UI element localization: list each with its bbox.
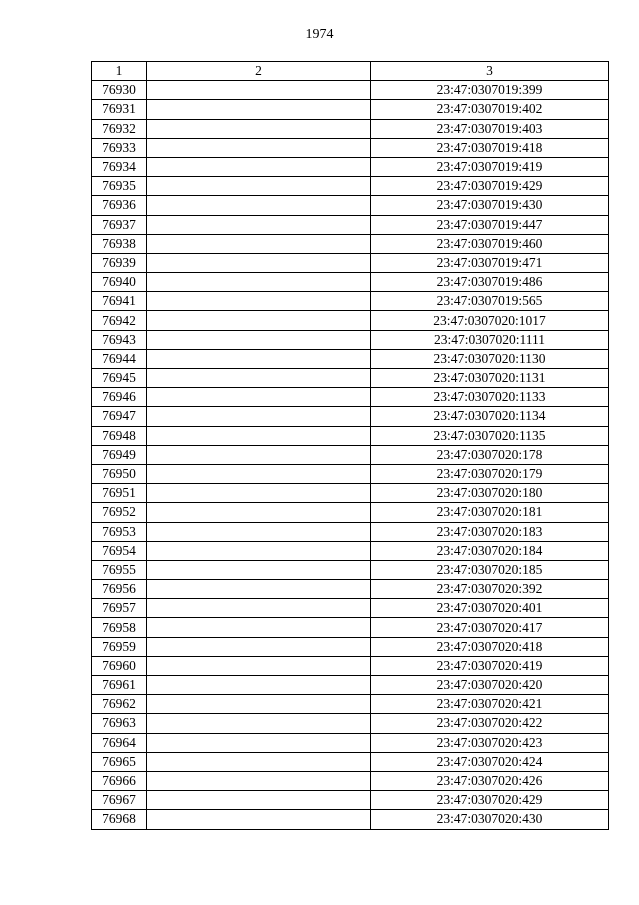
table-row — [92, 580, 609, 599]
row-number-cell: 76949 — [92, 445, 147, 464]
row-description-cell — [147, 522, 371, 541]
row-description-cell — [147, 752, 371, 771]
page-number: 1974 — [305, 27, 334, 42]
row-number-cell: 76931 — [92, 100, 147, 119]
row-number-cell: 76946 — [92, 388, 147, 407]
row-number-cell: 76953 — [92, 522, 147, 541]
cadastral-number-cell: 23:47:0307020:183 — [371, 522, 609, 541]
table-row — [92, 407, 609, 426]
table-row — [92, 119, 609, 138]
table-row — [92, 215, 609, 234]
row-description-cell — [147, 733, 371, 752]
cadastral-number-cell: 23:47:0307020:1130 — [371, 349, 609, 368]
row-description-cell — [147, 791, 371, 810]
table-body — [92, 81, 609, 829]
table-row — [92, 330, 609, 349]
row-description-cell — [147, 560, 371, 579]
table-row — [92, 560, 609, 579]
row-description-cell — [147, 771, 371, 790]
cadastral-number-cell: 23:47:0307020:1133 — [371, 388, 609, 407]
row-description-cell — [147, 253, 371, 272]
cadastral-number-cell: 23:47:0307020:401 — [371, 599, 609, 618]
table-row — [92, 273, 609, 292]
row-number-cell: 76962 — [92, 695, 147, 714]
row-number-cell: 76940 — [92, 273, 147, 292]
table-row — [92, 771, 609, 790]
row-description-cell — [147, 369, 371, 388]
row-number-cell: 76930 — [92, 81, 147, 100]
cadastral-number-cell: 23:47:0307019:403 — [371, 119, 609, 138]
table-row — [92, 637, 609, 656]
row-description-cell — [147, 215, 371, 234]
cadastral-number-cell: 23:47:0307020:392 — [371, 580, 609, 599]
cadastral-number-cell: 23:47:0307020:429 — [371, 791, 609, 810]
row-description-cell — [147, 618, 371, 637]
table-row — [92, 733, 609, 752]
cadastral-number-cell: 23:47:0307020:430 — [371, 810, 609, 829]
row-description-cell — [147, 541, 371, 560]
cadastral-number-cell: 23:47:0307019:471 — [371, 253, 609, 272]
column-header-1: 1 — [92, 62, 147, 81]
row-number-cell: 76938 — [92, 234, 147, 253]
cadastral-number-cell: 23:47:0307020:1135 — [371, 426, 609, 445]
row-description-cell — [147, 580, 371, 599]
cadastral-number-cell: 23:47:0307020:423 — [371, 733, 609, 752]
cadastral-number-cell: 23:47:0307019:460 — [371, 234, 609, 253]
row-description-cell — [147, 81, 371, 100]
table-row — [92, 695, 609, 714]
cadastral-number-cell: 23:47:0307019:447 — [371, 215, 609, 234]
cadastral-number-cell: 23:47:0307020:1134 — [371, 407, 609, 426]
row-number-cell: 76960 — [92, 656, 147, 675]
cadastral-number-cell: 23:47:0307019:399 — [371, 81, 609, 100]
table-row — [92, 810, 609, 829]
table-row — [92, 177, 609, 196]
column-header-3: 3 — [371, 62, 609, 81]
cadastral-number-cell: 23:47:0307020:421 — [371, 695, 609, 714]
row-number-cell: 76932 — [92, 119, 147, 138]
row-number-cell: 76951 — [92, 484, 147, 503]
row-description-cell — [147, 503, 371, 522]
row-description-cell — [147, 810, 371, 829]
row-number-cell: 76968 — [92, 810, 147, 829]
cadastral-number-cell: 23:47:0307020:426 — [371, 771, 609, 790]
row-description-cell — [147, 349, 371, 368]
row-description-cell — [147, 273, 371, 292]
row-description-cell — [147, 234, 371, 253]
cadastral-number-cell: 23:47:0307020:1111 — [371, 330, 609, 349]
cadastral-number-cell: 23:47:0307020:417 — [371, 618, 609, 637]
table-row — [92, 138, 609, 157]
cadastral-number-cell: 23:47:0307019:430 — [371, 196, 609, 215]
row-number-cell: 76957 — [92, 599, 147, 618]
row-description-cell — [147, 100, 371, 119]
table-row — [92, 311, 609, 330]
cadastral-number-cell: 23:47:0307020:184 — [371, 541, 609, 560]
row-number-cell: 76959 — [92, 637, 147, 656]
row-number-cell: 76947 — [92, 407, 147, 426]
row-description-cell — [147, 196, 371, 215]
row-number-cell: 76948 — [92, 426, 147, 445]
cadastral-number-cell: 23:47:0307020:1017 — [371, 311, 609, 330]
table-row — [92, 292, 609, 311]
row-description-cell — [147, 157, 371, 176]
row-description-cell — [147, 464, 371, 483]
table-row — [92, 714, 609, 733]
row-description-cell — [147, 330, 371, 349]
table-row — [92, 100, 609, 119]
row-description-cell — [147, 445, 371, 464]
row-description-cell — [147, 177, 371, 196]
table-row — [92, 676, 609, 695]
column-header-2: 2 — [147, 62, 371, 81]
cadastral-number-cell: 23:47:0307020:180 — [371, 484, 609, 503]
table-row — [92, 157, 609, 176]
row-number-cell: 76956 — [92, 580, 147, 599]
row-description-cell — [147, 656, 371, 675]
table-row — [92, 369, 609, 388]
row-number-cell: 76934 — [92, 157, 147, 176]
cadastral-number-cell: 23:47:0307020:181 — [371, 503, 609, 522]
table-row — [92, 234, 609, 253]
row-number-cell: 76954 — [92, 541, 147, 560]
row-description-cell — [147, 119, 371, 138]
table-row — [92, 503, 609, 522]
table-row — [92, 81, 609, 100]
row-number-cell: 76941 — [92, 292, 147, 311]
table-row — [92, 522, 609, 541]
table-row — [92, 791, 609, 810]
cadastral-number-cell: 23:47:0307020:424 — [371, 752, 609, 771]
table-row — [92, 196, 609, 215]
table-row — [92, 253, 609, 272]
cadastral-number-cell: 23:47:0307019:419 — [371, 157, 609, 176]
row-description-cell — [147, 599, 371, 618]
cadastral-number-cell: 23:47:0307020:420 — [371, 676, 609, 695]
cadastral-number-cell: 23:47:0307020:185 — [371, 560, 609, 579]
row-description-cell — [147, 407, 371, 426]
row-number-cell: 76961 — [92, 676, 147, 695]
table-row — [92, 445, 609, 464]
row-number-cell: 76963 — [92, 714, 147, 733]
table-row — [92, 349, 609, 368]
row-number-cell: 76943 — [92, 330, 147, 349]
row-number-cell: 76939 — [92, 253, 147, 272]
table-row — [92, 618, 609, 637]
row-description-cell — [147, 637, 371, 656]
cadastral-number-cell: 23:47:0307019:418 — [371, 138, 609, 157]
table-header-row — [92, 62, 609, 81]
row-number-cell: 76937 — [92, 215, 147, 234]
row-description-cell — [147, 484, 371, 503]
row-number-cell: 76935 — [92, 177, 147, 196]
row-number-cell: 76967 — [92, 791, 147, 810]
table-row — [92, 388, 609, 407]
table-row — [92, 656, 609, 675]
row-description-cell — [147, 676, 371, 695]
row-number-cell: 76955 — [92, 560, 147, 579]
cadastral-number-cell: 23:47:0307019:486 — [371, 273, 609, 292]
cadastral-number-cell: 23:47:0307020:422 — [371, 714, 609, 733]
row-description-cell — [147, 311, 371, 330]
row-description-cell — [147, 714, 371, 733]
row-description-cell — [147, 292, 371, 311]
cadastral-number-cell: 23:47:0307020:419 — [371, 656, 609, 675]
table-row — [92, 464, 609, 483]
table-row — [92, 541, 609, 560]
table-row — [92, 426, 609, 445]
row-number-cell: 76933 — [92, 138, 147, 157]
row-description-cell — [147, 388, 371, 407]
row-description-cell — [147, 426, 371, 445]
row-number-cell: 76952 — [92, 503, 147, 522]
row-description-cell — [147, 138, 371, 157]
cadastral-number-cell: 23:47:0307020:179 — [371, 464, 609, 483]
cadastral-number-cell: 23:47:0307020:1131 — [371, 369, 609, 388]
cadastral-number-cell: 23:47:0307019:429 — [371, 177, 609, 196]
row-number-cell: 76958 — [92, 618, 147, 637]
row-number-cell: 76944 — [92, 349, 147, 368]
table-row — [92, 752, 609, 771]
row-number-cell: 76950 — [92, 464, 147, 483]
cadastral-number-cell: 23:47:0307019:565 — [371, 292, 609, 311]
row-number-cell: 76966 — [92, 771, 147, 790]
cadastral-number-cell: 23:47:0307020:178 — [371, 445, 609, 464]
cadastral-number-cell: 23:47:0307019:402 — [371, 100, 609, 119]
row-number-cell: 76945 — [92, 369, 147, 388]
row-number-cell: 76936 — [92, 196, 147, 215]
row-number-cell: 76964 — [92, 733, 147, 752]
table-row — [92, 599, 609, 618]
cadastral-number-cell: 23:47:0307020:418 — [371, 637, 609, 656]
row-description-cell — [147, 695, 371, 714]
row-number-cell: 76942 — [92, 311, 147, 330]
cadastral-register-table — [91, 61, 609, 830]
row-number-cell: 76965 — [92, 752, 147, 771]
table-row — [92, 484, 609, 503]
